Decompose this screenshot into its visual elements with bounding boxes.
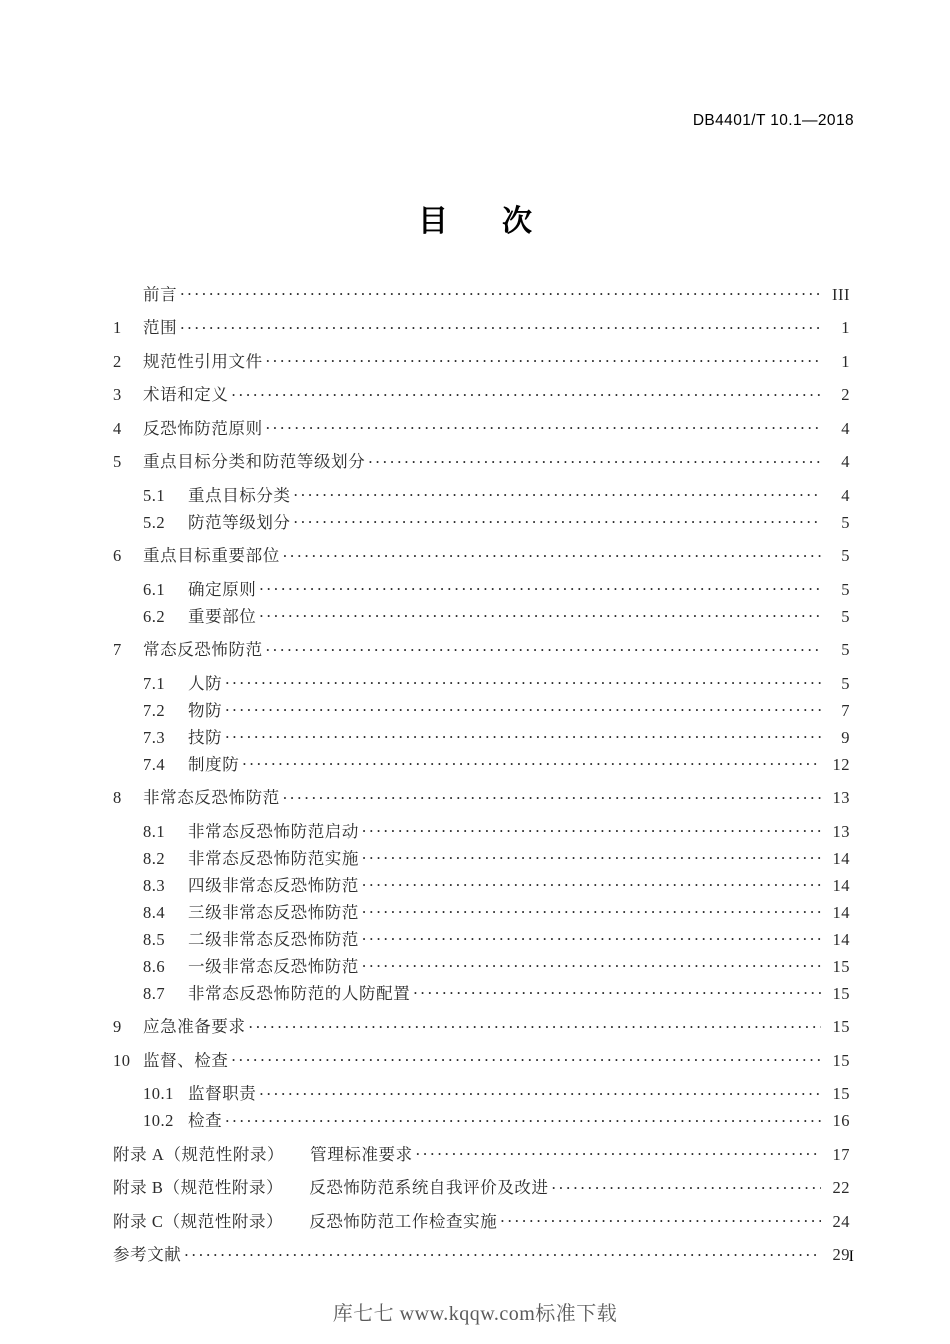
- dot-leader: [225, 1110, 821, 1127]
- toc-page-number: III: [832, 284, 850, 304]
- toc-entry-number: 9: [113, 1017, 122, 1036]
- dot-leader: [362, 874, 821, 891]
- dot-leader: [362, 820, 821, 837]
- toc-entry-number: 7.3: [143, 727, 166, 747]
- toc-entry-label: 反恐怖防范原则: [143, 418, 263, 438]
- toc-entry-number: 10.1: [143, 1084, 174, 1103]
- toc-entry-label: 监督、检查: [143, 1050, 229, 1070]
- toc-page-number: 16: [832, 1111, 850, 1130]
- dot-leader: [242, 753, 821, 770]
- toc-entry[interactable]: [113, 639, 850, 659]
- toc-page-number: 5: [841, 640, 850, 659]
- dot-leader: [362, 901, 821, 918]
- dot-leader: [266, 350, 821, 367]
- toc-entry[interactable]: [113, 1083, 850, 1103]
- toc-entry-number: 8.4: [143, 902, 166, 922]
- toc-entry-label: 规范性引用文件: [143, 351, 263, 371]
- dot-leader: [552, 1177, 821, 1194]
- toc-entry-label: 非常态反恐怖防范的人防配置: [188, 983, 411, 1003]
- dot-leader: [368, 451, 821, 468]
- toc-entry-label: 前言: [143, 284, 178, 304]
- toc-page-number: 15: [832, 956, 850, 976]
- toc-entry[interactable]: [113, 384, 850, 404]
- toc-page-number: 7: [841, 700, 850, 720]
- toc-entry-label: 防范等级划分: [188, 512, 291, 532]
- page-title: 目 次: [418, 205, 544, 238]
- toc-entry[interactable]: [113, 1110, 850, 1130]
- dot-leader: [259, 605, 821, 622]
- toc-entry-number: 5.2: [143, 512, 166, 532]
- dot-leader: [249, 1016, 821, 1033]
- toc-entry-label: 确定原则: [188, 579, 257, 599]
- toc-entry-number: 7.4: [143, 754, 166, 774]
- toc-entry-label: 人防: [188, 673, 223, 693]
- toc-entry-number: 3: [113, 385, 122, 404]
- toc-entry[interactable]: [113, 699, 850, 719]
- toc-appendix-label: 反恐怖防范工作检查实施: [309, 1211, 498, 1231]
- toc-entry-label: 重点目标重要部位: [143, 546, 280, 565]
- watermark-footer: 库七七 www.kqqw.com标准下载: [332, 1303, 618, 1325]
- toc-entry-label: 一级非常态反恐怖防范: [188, 956, 359, 976]
- toc-page-number: 4: [841, 485, 850, 505]
- toc-entry[interactable]: [113, 545, 850, 565]
- toc-entry-label: 应急准备要求: [143, 1017, 246, 1036]
- toc-entry[interactable]: [113, 578, 850, 598]
- toc-entry[interactable]: [113, 753, 850, 773]
- toc-entry[interactable]: [113, 787, 850, 807]
- dot-leader: [266, 417, 821, 434]
- toc-page-number: 5: [841, 579, 850, 599]
- toc-page-number: 15: [832, 1017, 850, 1036]
- toc-entry-label: 监督职责: [188, 1084, 257, 1103]
- dot-leader: [362, 847, 821, 864]
- toc-entry-number: 10: [113, 1050, 131, 1070]
- toc-page-number: 24: [832, 1211, 850, 1231]
- toc-entry-number: 8.1: [143, 821, 166, 841]
- toc-entry[interactable]: [113, 417, 850, 437]
- toc-entry-number: 8.2: [143, 848, 166, 868]
- toc-entry-number: 6: [113, 546, 122, 565]
- dot-leader: [180, 283, 821, 300]
- toc-page-number: 15: [832, 1084, 850, 1103]
- toc-page-number: 14: [832, 902, 850, 922]
- toc-entry-label: 非常态反恐怖防范: [143, 788, 280, 807]
- toc-page-number: 4: [841, 452, 850, 471]
- toc-entry-label: 二级非常态反恐怖防范: [188, 929, 359, 949]
- dot-leader: [283, 787, 821, 804]
- toc-entry-number: 8.7: [143, 983, 166, 1003]
- toc-entry-number: 7.1: [143, 673, 166, 693]
- dot-leader: [413, 982, 821, 999]
- dot-leader: [259, 578, 821, 595]
- toc-entry-number: 7: [113, 640, 122, 659]
- toc-entry[interactable]: [113, 1016, 850, 1036]
- toc-entry[interactable]: [113, 928, 850, 948]
- page-number-folio: I: [848, 1248, 854, 1265]
- toc-appendix-label: 管理标准要求: [310, 1144, 413, 1164]
- table-of-contents: [113, 283, 850, 1277]
- toc-entry[interactable]: [113, 451, 850, 471]
- toc-entry-label: 物防: [188, 700, 223, 720]
- toc-references-label: 参考文献: [113, 1245, 182, 1264]
- dot-leader: [232, 384, 822, 401]
- toc-page-number: 9: [841, 727, 850, 747]
- dot-leader: [180, 317, 821, 334]
- toc-page-number: 1: [841, 351, 850, 371]
- toc-entry-label: 三级非常态反恐怖防范: [188, 902, 359, 922]
- toc-entry-number: 5: [113, 452, 122, 471]
- toc-entry-number: 10.2: [143, 1111, 174, 1130]
- toc-entry[interactable]: [113, 350, 850, 370]
- toc-entry-number: 5.1: [143, 485, 166, 505]
- toc-entry-label: 技防: [188, 727, 223, 747]
- dot-leader: [225, 699, 821, 716]
- dot-leader: [362, 928, 821, 945]
- dot-leader: [225, 726, 821, 743]
- toc-entry[interactable]: [113, 317, 850, 337]
- toc-entry-label: 重点目标分类和防范等级划分: [143, 452, 366, 471]
- toc-appendix-entry[interactable]: [113, 1177, 850, 1197]
- toc-appendix-entry[interactable]: [113, 1210, 850, 1230]
- toc-page-number: 4: [841, 418, 850, 438]
- toc-entry-label: 制度防: [188, 754, 240, 774]
- toc-page-number: 13: [832, 821, 850, 841]
- toc-entry[interactable]: [113, 605, 850, 625]
- toc-appendix-heading: 附录 B（规范性附录）: [113, 1178, 284, 1197]
- toc-entry[interactable]: [113, 820, 850, 840]
- toc-page-number: 5: [841, 512, 850, 532]
- dot-leader: [184, 1244, 821, 1261]
- toc-entry[interactable]: [113, 874, 850, 894]
- toc-entry-label: 范围: [143, 318, 178, 337]
- toc-entry-label: 重要部位: [188, 606, 257, 626]
- dot-leader: [259, 1083, 821, 1100]
- toc-entry[interactable]: [113, 283, 850, 303]
- toc-entry-label: 重点目标分类: [188, 485, 291, 505]
- toc-entry-label: 常态反恐怖防范: [143, 640, 263, 659]
- dot-leader: [225, 672, 821, 689]
- toc-entry-number: 8.6: [143, 956, 166, 976]
- dot-leader: [416, 1143, 821, 1160]
- toc-page-number: 2: [841, 385, 850, 404]
- toc-entry-number: 4: [113, 418, 122, 438]
- toc-page-number: 14: [832, 875, 850, 895]
- toc-appendix-heading: 附录 C（规范性附录）: [113, 1211, 284, 1231]
- dot-leader: [362, 955, 821, 972]
- toc-entry-number: 8.5: [143, 929, 166, 949]
- standard-code-header: DB4401/T 10.1—2018: [692, 112, 854, 129]
- toc-entry-number: 6.1: [143, 579, 166, 599]
- toc-page-number: 17: [832, 1144, 850, 1164]
- toc-entry[interactable]: [113, 484, 850, 504]
- dot-leader: [294, 511, 821, 528]
- toc-entry[interactable]: [113, 726, 850, 746]
- toc-page-number: 12: [832, 754, 850, 774]
- toc-page-number: 29: [832, 1245, 850, 1264]
- toc-page-number: 1: [841, 318, 850, 337]
- toc-appendix-label: 反恐怖防范系统自我评价及改进: [309, 1178, 549, 1197]
- toc-entry-number: 7.2: [143, 700, 166, 720]
- toc-page-number: 5: [841, 546, 850, 565]
- toc-entry-number: 8.3: [143, 875, 166, 895]
- dot-leader: [294, 484, 821, 501]
- toc-entry[interactable]: [113, 901, 850, 921]
- toc-entry-number: 2: [113, 351, 122, 371]
- toc-page-number: 13: [832, 788, 850, 807]
- toc-page-number: 14: [832, 929, 850, 949]
- toc-entry[interactable]: [113, 672, 850, 692]
- toc-entry-number: 6.2: [143, 606, 166, 626]
- toc-appendix-heading: 附录 A（规范性附录）: [113, 1144, 285, 1164]
- toc-entry[interactable]: [113, 955, 850, 975]
- toc-entry-number: 8: [113, 788, 122, 807]
- toc-entry[interactable]: [113, 511, 850, 531]
- toc-appendix-entry[interactable]: [113, 1143, 850, 1163]
- dot-leader: [232, 1049, 822, 1066]
- toc-page-number: 22: [832, 1178, 850, 1197]
- toc-page-number: 15: [832, 1050, 850, 1070]
- dot-leader: [500, 1210, 821, 1227]
- toc-entry-label: 非常态反恐怖防范实施: [188, 848, 359, 868]
- toc-page-number: 5: [841, 606, 850, 626]
- toc-references-entry[interactable]: [113, 1244, 850, 1264]
- toc-entry-number: 1: [113, 318, 122, 337]
- dot-leader: [283, 545, 821, 562]
- toc-entry-label: 四级非常态反恐怖防范: [188, 875, 359, 895]
- toc-entry-label: 检查: [188, 1111, 223, 1130]
- toc-page-number: 15: [832, 983, 850, 1003]
- dot-leader: [266, 639, 821, 656]
- toc-page-number: 5: [841, 673, 850, 693]
- toc-entry-label: 术语和定义: [143, 385, 229, 404]
- toc-entry[interactable]: [113, 982, 850, 1002]
- toc-entry[interactable]: [113, 1049, 850, 1069]
- toc-page-number: 14: [832, 848, 850, 868]
- toc-entry-label: 非常态反恐怖防范启动: [188, 821, 359, 841]
- toc-entry[interactable]: [113, 847, 850, 867]
